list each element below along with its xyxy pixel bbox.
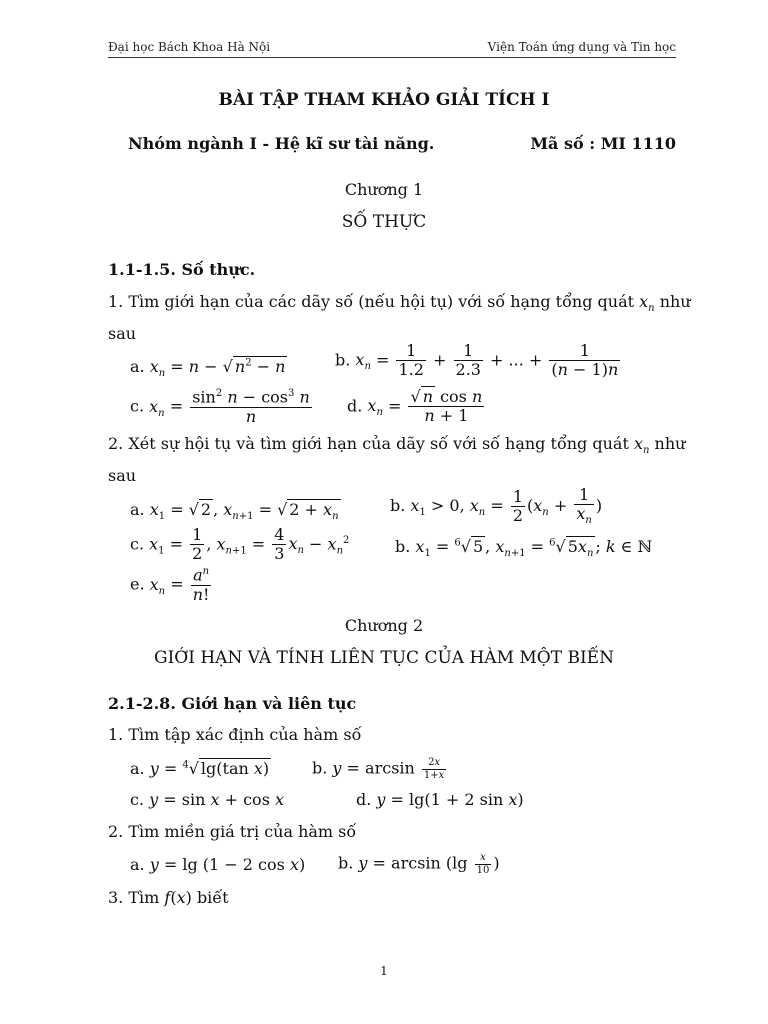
ch1-q1-var: $x_n$ (639, 292, 655, 315)
ch2-q1-item-a: a. y = $^4$√ lg(tan x) (130, 759, 270, 778)
ch1-q2-tail: như (654, 434, 686, 453)
header-right: Viện Toán ứng dụng và Tin học (487, 40, 676, 54)
course-code: Mã số : MI 1110 (530, 134, 676, 153)
ch1-q2-item-d: b. $x_1 = ^6√$ 5 , $x_{n+1} = ^6√$ $5x_n$ ; k ∈ ℕ (395, 537, 653, 560)
ch1-q2-line2: sau (108, 466, 137, 485)
ch1-q1-item-c: c. $x_n$ = $\frac{\sin^2 n - \cos^3 n}{n}$ (130, 387, 310, 426)
ch1-q1-item-a: a. $x_n = n$ − √ $n^2 - n$ (130, 357, 286, 380)
ch2-question-3: 3. Tìm f(x) biết (108, 888, 229, 907)
document-title: BÀI TẬP THAM KHẢO GIẢI TÍCH I (218, 90, 550, 110)
ch1-q2-item-e: e. $x_n$ = $\frac{a^n}{n!}$ (130, 565, 210, 604)
ch1-q1-text: 1. Tìm giới hạn của các dãy số (nếu hội tụ) với số hạng tổng quát (108, 292, 635, 311)
ch1-question-2 (108, 434, 685, 456)
ch1-q2-item-a: a. $x_1$ = √ 2 , $x_{n+1}$ = √ $2 + x_n$ (130, 500, 339, 523)
ch2-q3-text: 3. Tìm (108, 888, 160, 907)
ch1-q2-text: 2. Xét sự hội tụ và tìm giới hạn của dãy số với số hạng tổng quát (108, 434, 629, 453)
section-1-heading: 1.1-1.5. Số thực. (108, 260, 256, 279)
ch1-q1-line2: sau (108, 324, 137, 343)
chapter-1-label: Chương 1 (344, 180, 424, 199)
ch2-q2-item-b: b. y = arcsin (lg $\frac{x}{10}$ ) (338, 852, 500, 876)
ch2-q3-var: f (164, 888, 171, 907)
page-number: 1 (380, 964, 388, 978)
header-rule (108, 57, 676, 58)
ch1-q2-var: $x_n$ (633, 434, 650, 457)
course-group: Nhóm ngành I - Hệ kĩ sư tài năng. (128, 134, 435, 153)
ch1-q1-item-d: d. $x_n$ = $\frac{\text{√ n cos n}}{n + 1}$ (347, 387, 483, 426)
ch1-q2-item-b: b. $x_1 > 0$, $x_n$ = $\frac{1}{2}$ ($x_n$ + $\frac{1}{x_n}$ ) (390, 485, 603, 527)
section-2-heading: 2.1-2.8. Giới hạn và liên tục (108, 694, 357, 713)
chapter-2-title: GIỚI HẠN VÀ TÍNH LIÊN TỤC CỦA HÀM MỘT BIẾN (154, 648, 614, 668)
ch1-q2-item-c: c. $x_1$ = $\frac{1}{2}$ , $x_{n+1}$ = $\frac{4}{3}$ $x_n - x_n^2$ (130, 525, 350, 564)
ch2-q1-item-d: d. y = lg(1 + 2 sin x) (356, 790, 524, 809)
chapter-2-label: Chương 2 (344, 616, 424, 635)
ch2-q1-item-b: b. y = arcsin $\frac{2x}{1+x}$ (312, 757, 445, 781)
chapter-1-title: SỐ THỰC (341, 212, 427, 232)
ch1-question-1 (108, 292, 691, 314)
header-left: Đại học Bách Khoa Hà Nội (108, 40, 271, 54)
ch2-q2-text: 2. Tìm miền giá trị của hàm số (108, 822, 357, 841)
ch2-q3-tail: biết (196, 888, 229, 907)
ch1-q1-item-b: b. $x_n$ = $\frac{1}{1.2}$ + $\frac{1}{2.3}$ + ... + $\frac{1}{(n - 1)n}$ (335, 341, 619, 380)
ch2-q1-text: 1. Tìm tập xác định của hàm số (108, 725, 362, 744)
ch2-q1-item-c: c. y = sin x + cos x (130, 790, 285, 809)
ch1-q1-tail: như (659, 292, 691, 311)
ch2-q2-item-a: a. y = lg (1 − 2 cos x) (130, 855, 306, 874)
